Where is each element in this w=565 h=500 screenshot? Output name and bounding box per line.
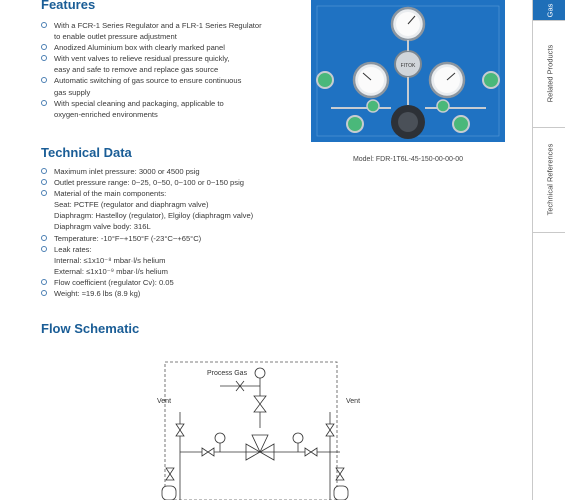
tech-item-text: Maximum inlet pressure: 3000 or 4500 psig [54, 167, 200, 176]
gas-panel-illustration [311, 0, 505, 142]
tech-item-text: Outlet pressure range: 0~25, 0~50, 0~100 or 0~150 psig [54, 178, 244, 188]
feature-item-text: to enable outlet pressure adjustment [54, 32, 177, 42]
bullet-icon [41, 190, 47, 196]
regulator-valve-icon [254, 396, 266, 412]
tech-item [41, 233, 301, 244]
tech-item [41, 188, 301, 232]
feature-item [41, 20, 286, 42]
feature-item-text: gas supply [54, 87, 91, 97]
tab-technical-references[interactable] [533, 127, 565, 232]
tech-item-text: Internal: ≤1x10⁻⁸ mbar·l/s helium [54, 255, 166, 265]
tab-related-products[interactable] [533, 20, 565, 127]
tech-item [41, 166, 301, 177]
feature-item-text: oxygen-enriched environments [54, 109, 158, 119]
tab-gas-label: Gas [544, 3, 554, 17]
tab-technical-references-label: Technical References [545, 143, 554, 216]
feature-item [41, 75, 286, 97]
flow-schematic-diagram [140, 340, 380, 500]
tech-item-text: Diaphragm valve body: 316L [54, 222, 151, 232]
gauge-right-icon [293, 433, 303, 443]
process-gas-label: Process Gas [207, 370, 248, 377]
tech-item-text: External: ≤1x10⁻⁹ mbar·l/s helium [54, 266, 168, 276]
feature-item-text: With a FCR-1 Series Regulator and a FLR-1 Series Regulator [54, 21, 262, 30]
tech-item-text: Seat: PCTFE (regulator and diaphragm valve) [54, 200, 209, 210]
panel-brand-text: FITOK [400, 63, 416, 69]
tech-item-text: Flow coefficient (regulator Cv): 0.05 [54, 277, 174, 287]
sidebar-nav [532, 0, 565, 500]
features-heading: Features [41, 0, 96, 12]
bullet-icon [41, 100, 47, 106]
vent-right-label: Vent [346, 398, 361, 405]
tech-item [41, 177, 301, 188]
feature-item-text: Anodized Aluminium box with clearly marked panel [54, 43, 225, 53]
feature-item [41, 53, 286, 75]
bullet-icon [41, 279, 47, 285]
bullet-icon [41, 44, 47, 50]
tab-related-products-label: Related Products [545, 44, 555, 103]
feature-item [41, 42, 286, 53]
feature-item-text: easy and safe to remove and replace gas source [54, 65, 219, 75]
bullet-icon [41, 22, 47, 28]
bullet-icon [41, 290, 47, 296]
cylinder-left-icon [162, 486, 176, 500]
tech-item-text: Temperature: -10°F~+150°F (-23°C~+65°C) [54, 233, 202, 243]
feature-item-text: With vent valves to relieve residual pressure quickly, [54, 54, 230, 64]
tech-item [41, 277, 301, 288]
gauge-left-icon [215, 433, 225, 443]
vent-valve-left-icon [176, 424, 184, 436]
feature-item [41, 98, 286, 120]
product-photo [311, 0, 505, 142]
bullet-icon [41, 168, 47, 174]
technical-data-list [41, 166, 301, 299]
features-list [41, 20, 286, 120]
tech-item-text: Diaphragm: Hastelloy (regulator), Elgiloy (diaphragm valve) [54, 211, 254, 221]
technical-data-heading: Technical Data [41, 145, 132, 160]
vent-valve-right-icon [326, 424, 334, 436]
feature-item-text: With special cleaning and packaging, applicable to [54, 98, 224, 108]
bullet-icon [41, 179, 47, 185]
schematic-enclosure [165, 362, 337, 500]
cylinder-right-icon [334, 486, 348, 500]
tab-gas[interactable] [533, 0, 565, 20]
tech-item-text: Leak rates: [54, 244, 92, 254]
feature-item-text: Automatic switching of gas source to ensure continuous [54, 76, 242, 86]
bullet-icon [41, 246, 47, 252]
switching-valve-icon [246, 435, 274, 460]
vent-left-label: Vent [157, 398, 172, 405]
tech-item [41, 288, 301, 299]
tech-item [41, 244, 301, 277]
tech-item-text: Material of the main components: [54, 189, 167, 199]
bullet-icon [41, 55, 47, 61]
gauge-icon [255, 368, 265, 378]
bullet-icon [41, 235, 47, 241]
bullet-icon [41, 77, 47, 83]
flow-schematic-heading: Flow Schematic [41, 321, 140, 336]
tech-item-text: Weight: ≈19.6 lbs (8.9 kg) [54, 289, 141, 299]
product-caption: Model: FDR-1T6L-45-150-00-00-00 [352, 156, 464, 163]
